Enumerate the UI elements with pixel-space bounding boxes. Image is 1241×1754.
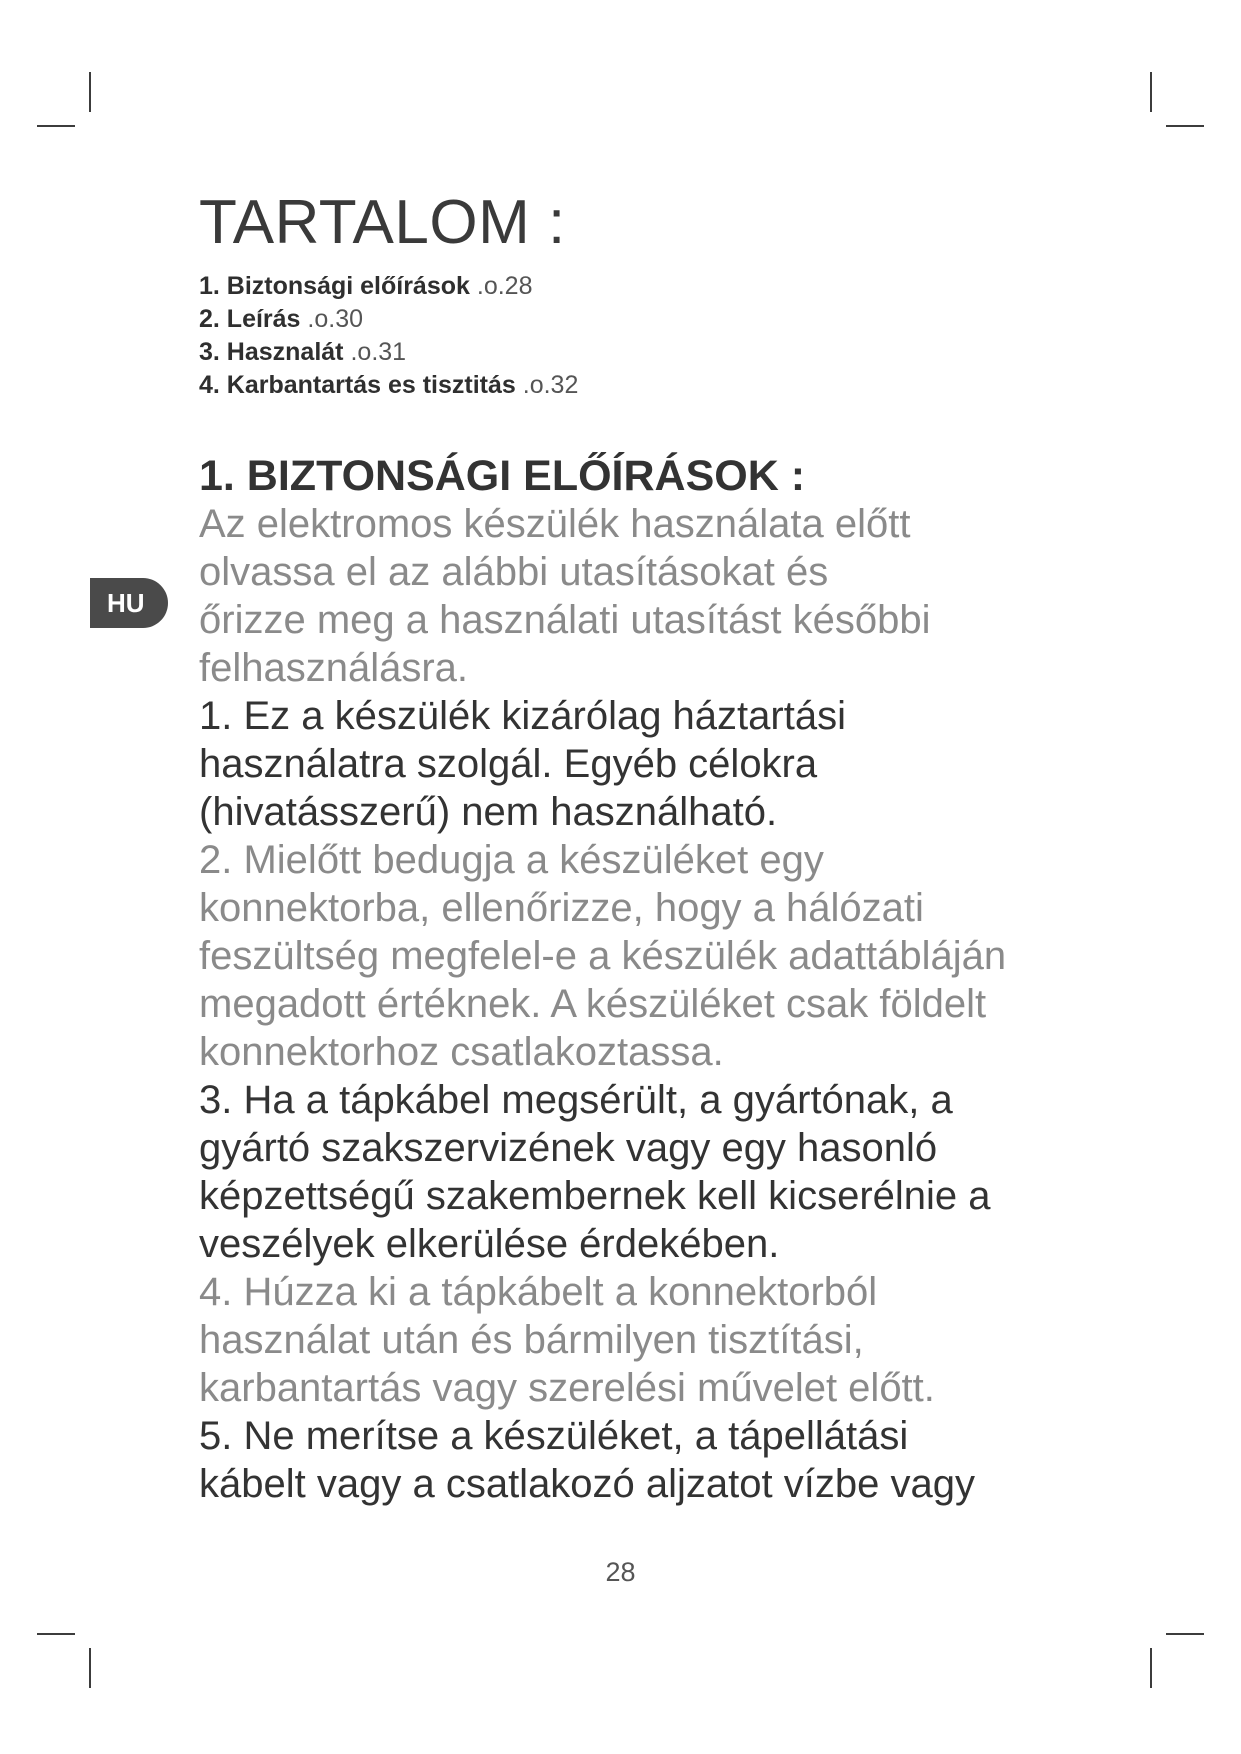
toc-item-page: .o.28	[476, 272, 533, 300]
text-line: feszültség megfelel-e a készülék adattábláján	[199, 934, 1007, 978]
crop-mark	[1166, 125, 1204, 127]
page-number: 28	[605, 1557, 636, 1587]
text-line: veszélyek elkerülése érdekében.	[199, 1222, 780, 1266]
crop-mark	[1150, 72, 1152, 112]
text-line: (hivatásszerű) nem használható.	[199, 790, 778, 834]
toc-item	[199, 369, 578, 402]
text-line: 2. Mielőtt bedugja a készüléket egy	[199, 838, 824, 882]
crop-mark	[89, 1648, 91, 1688]
safety-item-3	[199, 1076, 1099, 1268]
text-line: 3. Ha a tápkábel megsérült, a gyártónak, a	[199, 1078, 953, 1122]
safety-item-5	[199, 1412, 1099, 1508]
crop-mark	[1150, 1648, 1152, 1688]
text-line: használat után és bármilyen tisztítási,	[199, 1318, 864, 1362]
toc-item-label: 2. Leírás	[199, 305, 301, 333]
toc-item-label: 1. Biztonsági előírások	[199, 272, 470, 300]
safety-item-4	[199, 1268, 1099, 1412]
toc-title: TARTALOM :	[199, 188, 566, 257]
text-line: megadott értéknek. A készüléket csak földelt	[199, 982, 987, 1026]
toc-item	[199, 336, 578, 369]
text-line: Az elektromos készülék használata előtt	[199, 502, 911, 546]
toc-item-label: 4. Karbantartás es tisztitás	[199, 371, 516, 399]
safety-item-1	[199, 692, 1099, 836]
toc-item	[199, 303, 578, 336]
text-line: gyártó szakszervizének vagy egy hasonló	[199, 1126, 938, 1170]
section-body	[199, 500, 1099, 1508]
crop-mark	[37, 1633, 75, 1635]
section-title: 1. BIZTONSÁGI ELŐÍRÁSOK :	[199, 452, 806, 500]
table-of-contents	[199, 270, 578, 402]
text-line: konnektorba, ellenőrizze, hogy a hálózati	[199, 886, 924, 930]
text-line: használatra szolgál. Egyéb célokra	[199, 742, 818, 786]
intro-paragraph	[199, 500, 1099, 692]
crop-mark	[1166, 1633, 1204, 1635]
crop-mark	[89, 72, 91, 112]
text-line: karbantartás vagy szerelési művelet előtt.	[199, 1366, 935, 1410]
crop-mark	[37, 125, 75, 127]
safety-item-2	[199, 836, 1099, 1076]
text-line: olvassa el az alábbi utasításokat és	[199, 550, 829, 594]
text-line: 5. Ne merítse a készüléket, a tápellátási	[199, 1414, 909, 1458]
toc-item-page: .o.31	[350, 338, 407, 366]
toc-item-page: .o.32	[522, 371, 579, 399]
text-line: kábelt vagy a csatlakozó aljzatot vízbe vagy	[199, 1462, 975, 1506]
text-line: képzettségű szakembernek kell kicserélnie a	[199, 1174, 991, 1218]
language-tab: HU	[90, 578, 168, 628]
toc-item-page: .o.30	[307, 305, 364, 333]
text-line: felhasználásra.	[199, 646, 469, 690]
text-line: 1. Ez a készülék kizárólag háztartási	[199, 694, 846, 738]
text-line: őrizze meg a használati utasítást későbbi	[199, 598, 931, 642]
toc-item	[199, 270, 578, 303]
text-line: konnektorhoz csatlakoztassa.	[199, 1030, 724, 1074]
toc-item-label: 3. Hasznalát	[199, 338, 344, 366]
text-line: 4. Húzza ki a tápkábelt a konnektorból	[199, 1270, 878, 1314]
